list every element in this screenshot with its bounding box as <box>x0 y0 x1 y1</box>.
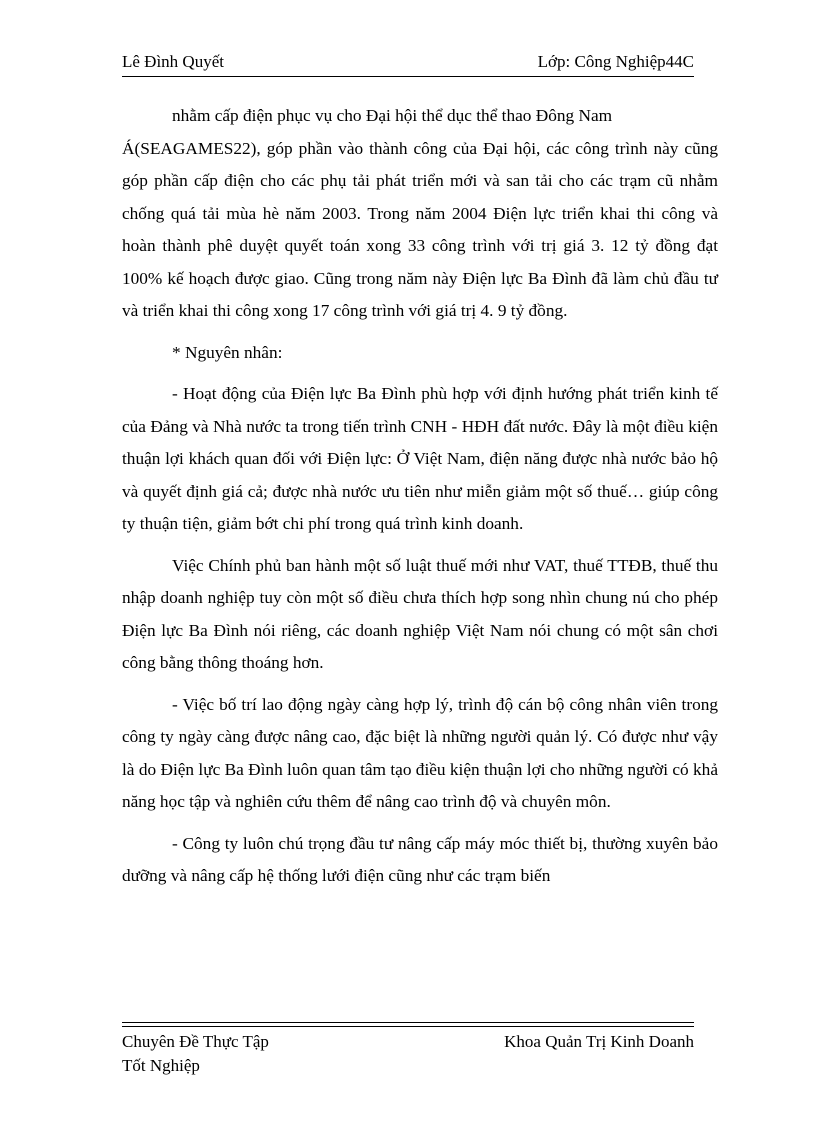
footer-left-line2: Tốt Nghiệp <box>122 1056 200 1075</box>
paragraph-1 <box>122 100 718 328</box>
page-header <box>122 50 694 77</box>
footer-left <box>122 1030 322 1078</box>
footer-right: Khoa Quản Trị Kinh Doanh <box>504 1032 694 1051</box>
paragraph-6: - Công ty luôn chú trọng đầu tư nâng cấp máy móc thiết bị, thường xuyên bảo dưỡng và nâng cấp hệ thống lưới điện cũng như các trạm biến <box>122 833 718 885</box>
footer-divider-thin <box>122 1026 694 1027</box>
paragraph-4: Việc Chính phủ ban hành một số luật thuế mới như VAT, thuế TTĐB, thuế thu nhập doanh nghiệp tuy còn một số điều chưa thích hợp song nhìn chung nú cho phép Điện lực Ba Đình nói riêng, các doanh nghiệp Việt Nam nói chung có một sân chơi công bằng thông thoáng hơn. <box>122 555 718 672</box>
paragraph-1-continuation: Á(SEAGAMES22), góp phần vào thành công của Đại hội, các công trình này cũng góp phần cấp điện cho các phụ tải phát triển mới và san tải cho các trạm cũ nhằm chống quá tải mùa hè năm 2003. Trong năm 2004 Điện lực triển khai thi công và hoàn thành phê duyệt quyết toán xong 33 công trình với trị giá 3. 12 tỷ đồng đạt 100% kế hoạch được giao. Cũng trong năm này Điện lực Ba Đình đã làm chủ đầu tư và triển khai thi công xong 17 công trình với giá trị 4. 9 tỷ đồng. <box>122 138 718 320</box>
document-body <box>122 100 718 902</box>
header-class: Lớp: Công Nghiệp44C <box>537 52 694 71</box>
paragraph-2: * Nguyên nhân: <box>172 342 283 362</box>
header-author: Lê Đình Quyết <box>122 52 224 71</box>
paragraph-5: - Việc bố trí lao động ngày càng hợp lý, trình độ cán bộ công nhân viên trong công ty ngày càng được nâng cao, đặc biệt là những người quản lý. Có được như vậy là do Điện lực Ba Đình luôn quan tâm tạo điều kiện thuận lợi cho những người có khả năng học tập và nghiên cứu thêm để nâng cao trình độ và chuyên môn. <box>122 694 718 811</box>
footer-left-line1: Chuyên Đề Thực Tập <box>122 1032 269 1051</box>
footer-divider-thick <box>122 1022 694 1023</box>
paragraph-1-first-line: nhằm cấp điện phục vụ cho Đại hội thể dục thể thao Đông Nam <box>172 106 613 125</box>
paragraph-3: - Hoạt động của Điện lực Ba Đình phù hợp với định hướng phát triển kinh tế của Đảng và Nhà nước ta trong tiến trình CNH - HĐH đất nước. Đây là một điều kiện thuận lợi khách quan đối với Điện lực: Ở Việt Nam, điện năng được nhà nước bảo hộ và quyết định giá cả; được nhà nước ưu tiên như miễn giảm một số thuế… giúp công ty thuận tiện, giảm bớt chi phí trong quá trình kinh doanh. <box>122 384 718 533</box>
